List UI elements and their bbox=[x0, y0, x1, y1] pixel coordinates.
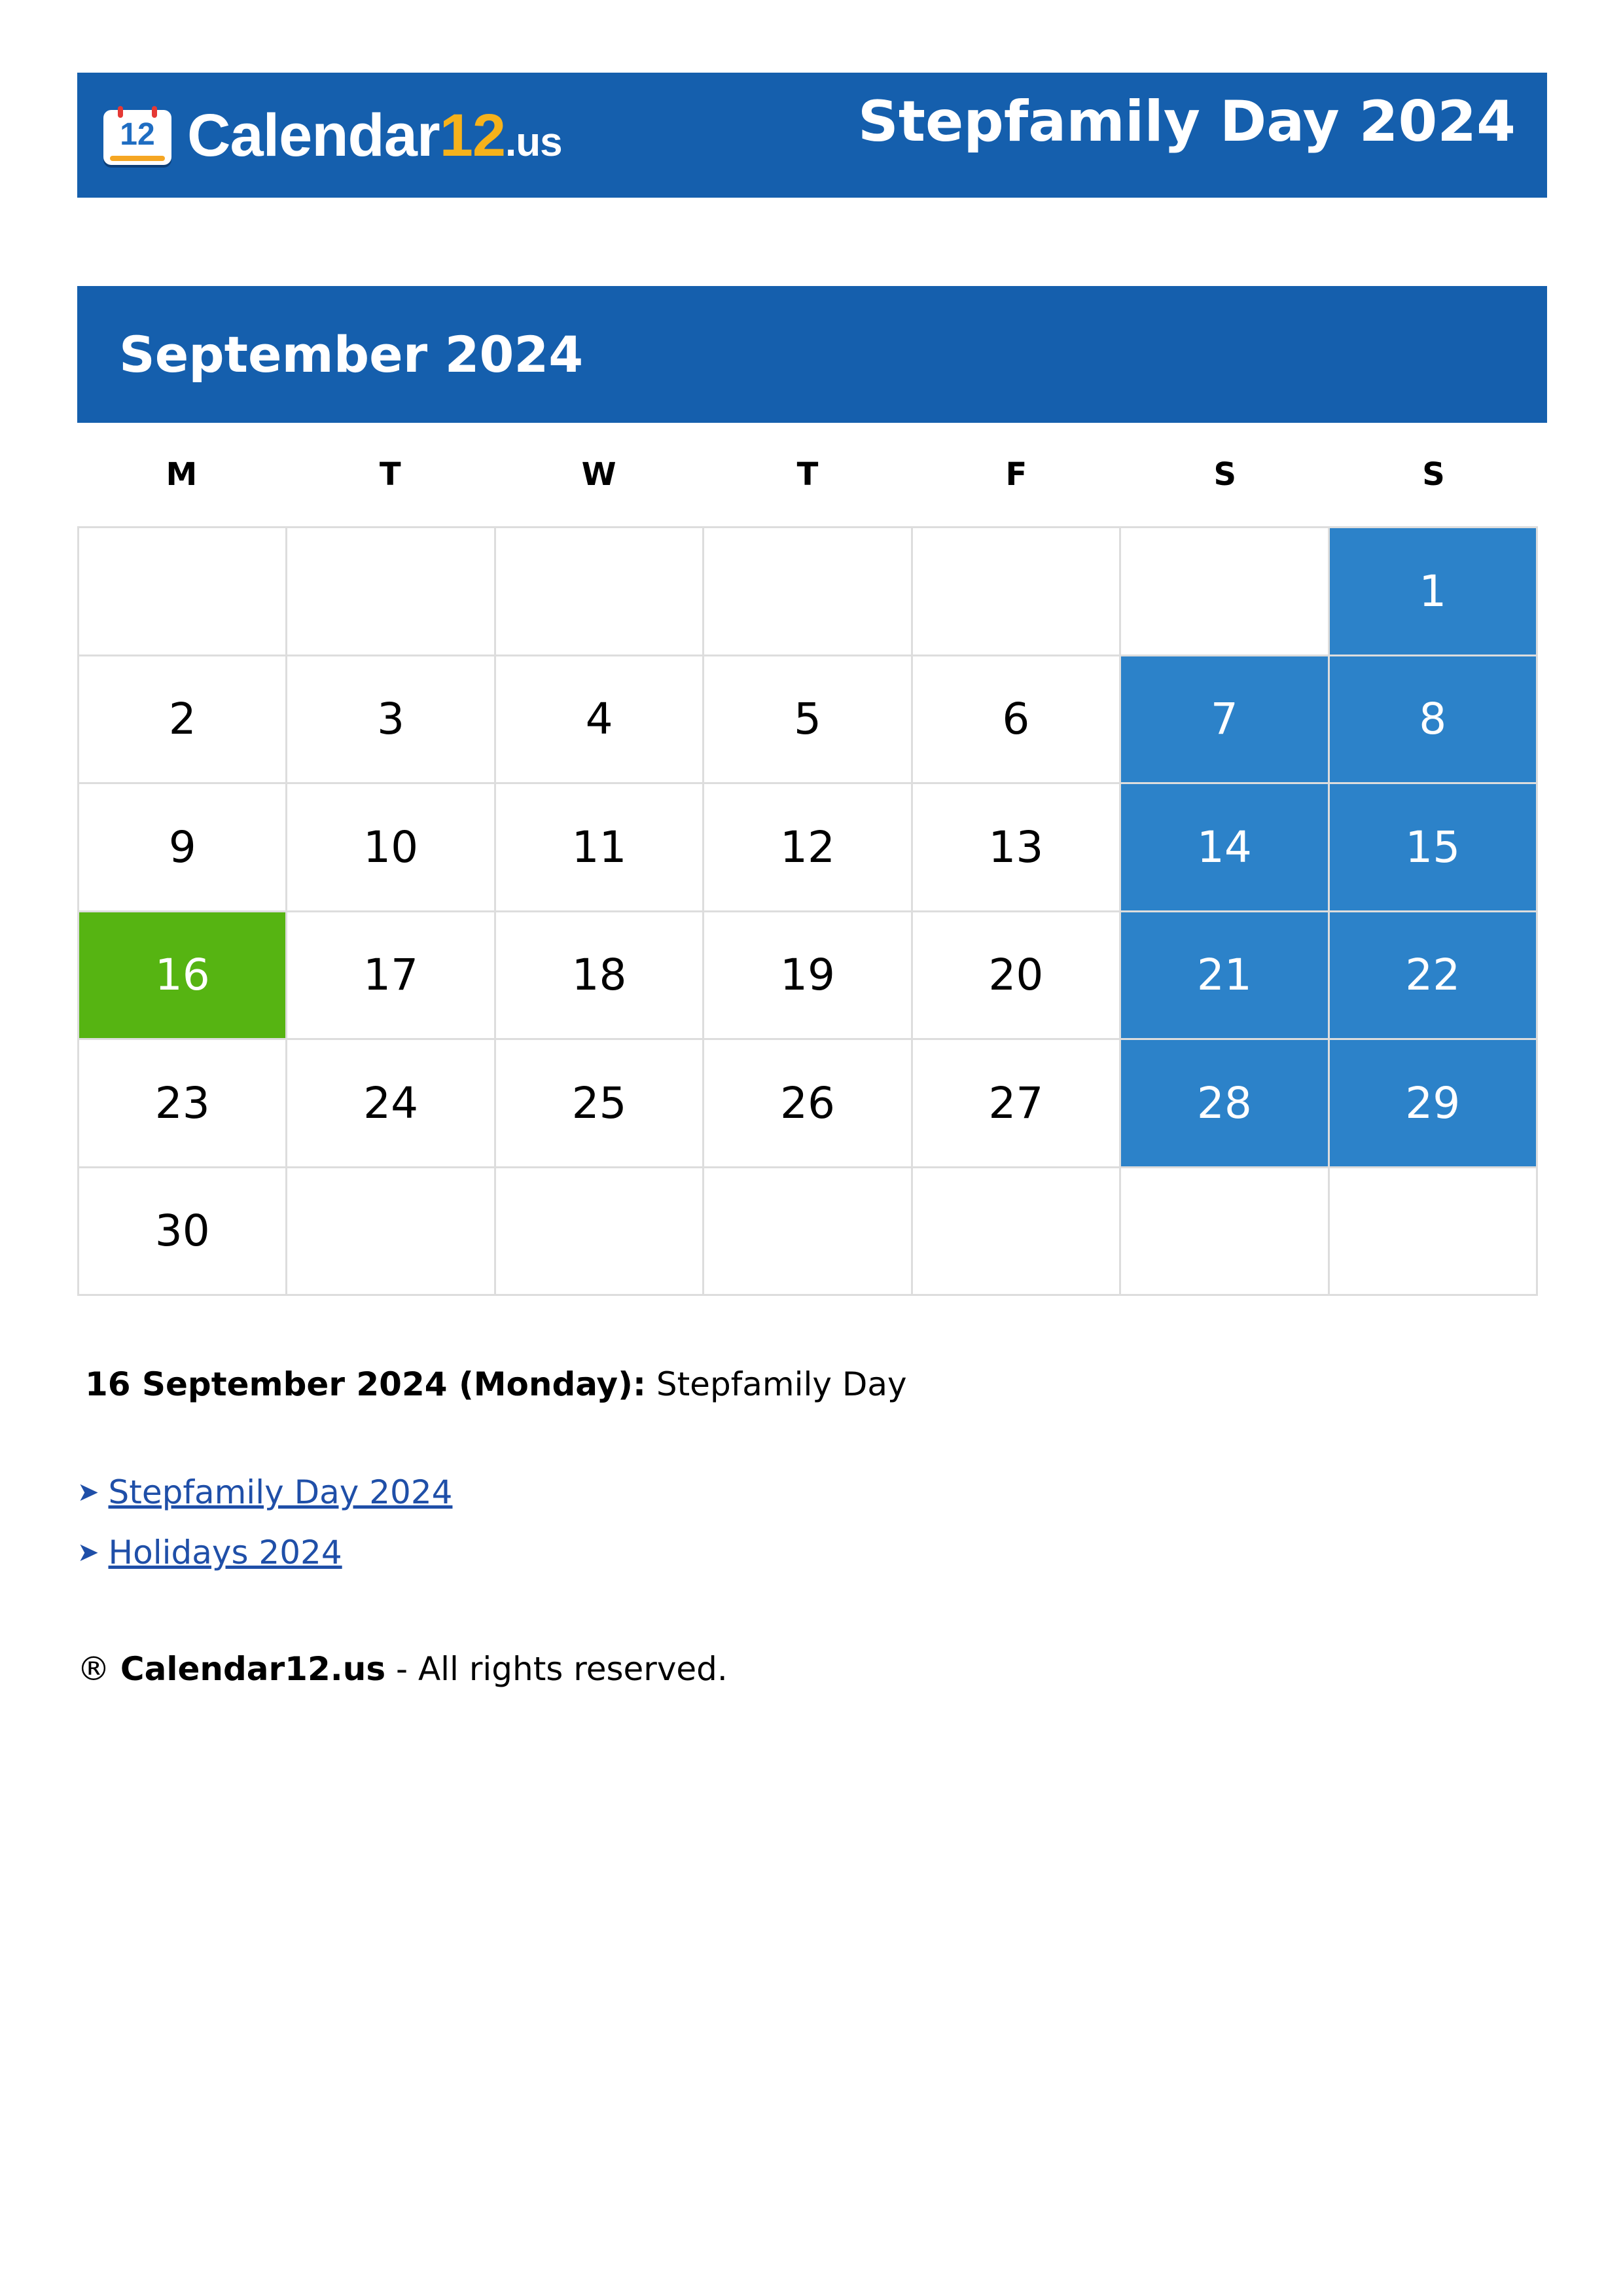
empty-day-cell bbox=[704, 1168, 912, 1297]
day-cell[interactable]: 13 bbox=[913, 784, 1121, 912]
arrow-right-icon: ➤ bbox=[77, 1537, 99, 1568]
day-cell[interactable]: 7 bbox=[1121, 656, 1329, 785]
empty-day-cell bbox=[704, 528, 912, 656]
day-cell[interactable]: 30 bbox=[79, 1168, 287, 1297]
day-cell[interactable]: 15 bbox=[1330, 784, 1538, 912]
calendar-icon-number: 12 bbox=[120, 117, 155, 152]
logo-text-tld: .us bbox=[505, 119, 562, 165]
link-row bbox=[77, 1522, 452, 1583]
logo-text-number: 12 bbox=[439, 101, 506, 169]
weekday-label: M bbox=[166, 456, 198, 493]
calendar-icon bbox=[103, 106, 171, 165]
day-cell[interactable]: 3 bbox=[287, 656, 495, 785]
empty-day-cell bbox=[496, 528, 704, 656]
site-logo[interactable] bbox=[103, 73, 562, 198]
logo-text bbox=[187, 101, 562, 169]
day-cell-holiday[interactable]: 16 bbox=[79, 912, 287, 1041]
empty-day-cell bbox=[913, 528, 1121, 656]
page-title: Stepfamily Day 2024 bbox=[857, 89, 1516, 154]
empty-day-cell bbox=[1121, 528, 1329, 656]
day-cell[interactable]: 26 bbox=[704, 1040, 912, 1168]
day-cell[interactable]: 6 bbox=[913, 656, 1121, 785]
related-links bbox=[77, 1462, 452, 1583]
holiday-date: 16 September 2024 (Monday): bbox=[85, 1365, 646, 1403]
empty-day-cell bbox=[496, 1168, 704, 1297]
day-cell[interactable]: 2 bbox=[79, 656, 287, 785]
day-cell[interactable]: 23 bbox=[79, 1040, 287, 1168]
day-cell[interactable]: 8 bbox=[1330, 656, 1538, 785]
day-cell[interactable]: 29 bbox=[1330, 1040, 1538, 1168]
holiday-description bbox=[85, 1361, 907, 1407]
weekday-label: T bbox=[379, 456, 401, 493]
weekday-header-row bbox=[77, 445, 1538, 504]
registered-symbol: ® bbox=[77, 1650, 110, 1688]
day-cell[interactable]: 25 bbox=[496, 1040, 704, 1168]
day-cell[interactable]: 20 bbox=[913, 912, 1121, 1041]
link-row bbox=[77, 1462, 452, 1522]
month-title: September 2024 bbox=[119, 325, 584, 384]
weekday-label: S bbox=[1213, 456, 1237, 493]
footer-brand: Calendar12.us bbox=[120, 1650, 386, 1688]
day-cell[interactable]: 21 bbox=[1121, 912, 1329, 1041]
weekday-label: W bbox=[581, 456, 616, 493]
arrow-right-icon: ➤ bbox=[77, 1477, 99, 1507]
link-stepfamily-day-2024[interactable]: Stepfamily Day 2024 bbox=[108, 1473, 453, 1511]
empty-day-cell bbox=[79, 528, 287, 656]
month-header bbox=[77, 286, 1547, 423]
weekday-label: S bbox=[1422, 456, 1445, 493]
holiday-name: Stepfamily Day bbox=[656, 1365, 907, 1403]
link-holidays-2024[interactable]: Holidays 2024 bbox=[108, 1534, 342, 1571]
empty-day-cell bbox=[287, 1168, 495, 1297]
day-cell[interactable]: 10 bbox=[287, 784, 495, 912]
empty-day-cell bbox=[1121, 1168, 1329, 1297]
calendar-grid bbox=[77, 526, 1538, 1296]
day-cell[interactable]: 12 bbox=[704, 784, 912, 912]
top-banner bbox=[77, 73, 1547, 198]
day-cell[interactable]: 24 bbox=[287, 1040, 495, 1168]
empty-day-cell bbox=[1330, 1168, 1538, 1297]
day-cell[interactable]: 19 bbox=[704, 912, 912, 1041]
footer-rights: - All rights reserved. bbox=[385, 1650, 728, 1688]
day-cell[interactable]: 18 bbox=[496, 912, 704, 1041]
day-cell[interactable]: 9 bbox=[79, 784, 287, 912]
day-cell[interactable]: 5 bbox=[704, 656, 912, 785]
day-cell[interactable]: 4 bbox=[496, 656, 704, 785]
day-cell[interactable]: 14 bbox=[1121, 784, 1329, 912]
logo-text-main: Calendar bbox=[187, 101, 440, 169]
empty-day-cell bbox=[287, 528, 495, 656]
day-cell[interactable]: 22 bbox=[1330, 912, 1538, 1041]
weekday-label: F bbox=[1005, 456, 1027, 493]
day-cell[interactable]: 1 bbox=[1330, 528, 1538, 656]
day-cell[interactable]: 11 bbox=[496, 784, 704, 912]
day-cell[interactable]: 28 bbox=[1121, 1040, 1329, 1168]
day-cell[interactable]: 17 bbox=[287, 912, 495, 1041]
footer bbox=[77, 1646, 728, 1692]
empty-day-cell bbox=[913, 1168, 1121, 1297]
weekday-label: T bbox=[796, 456, 819, 493]
day-cell[interactable]: 27 bbox=[913, 1040, 1121, 1168]
